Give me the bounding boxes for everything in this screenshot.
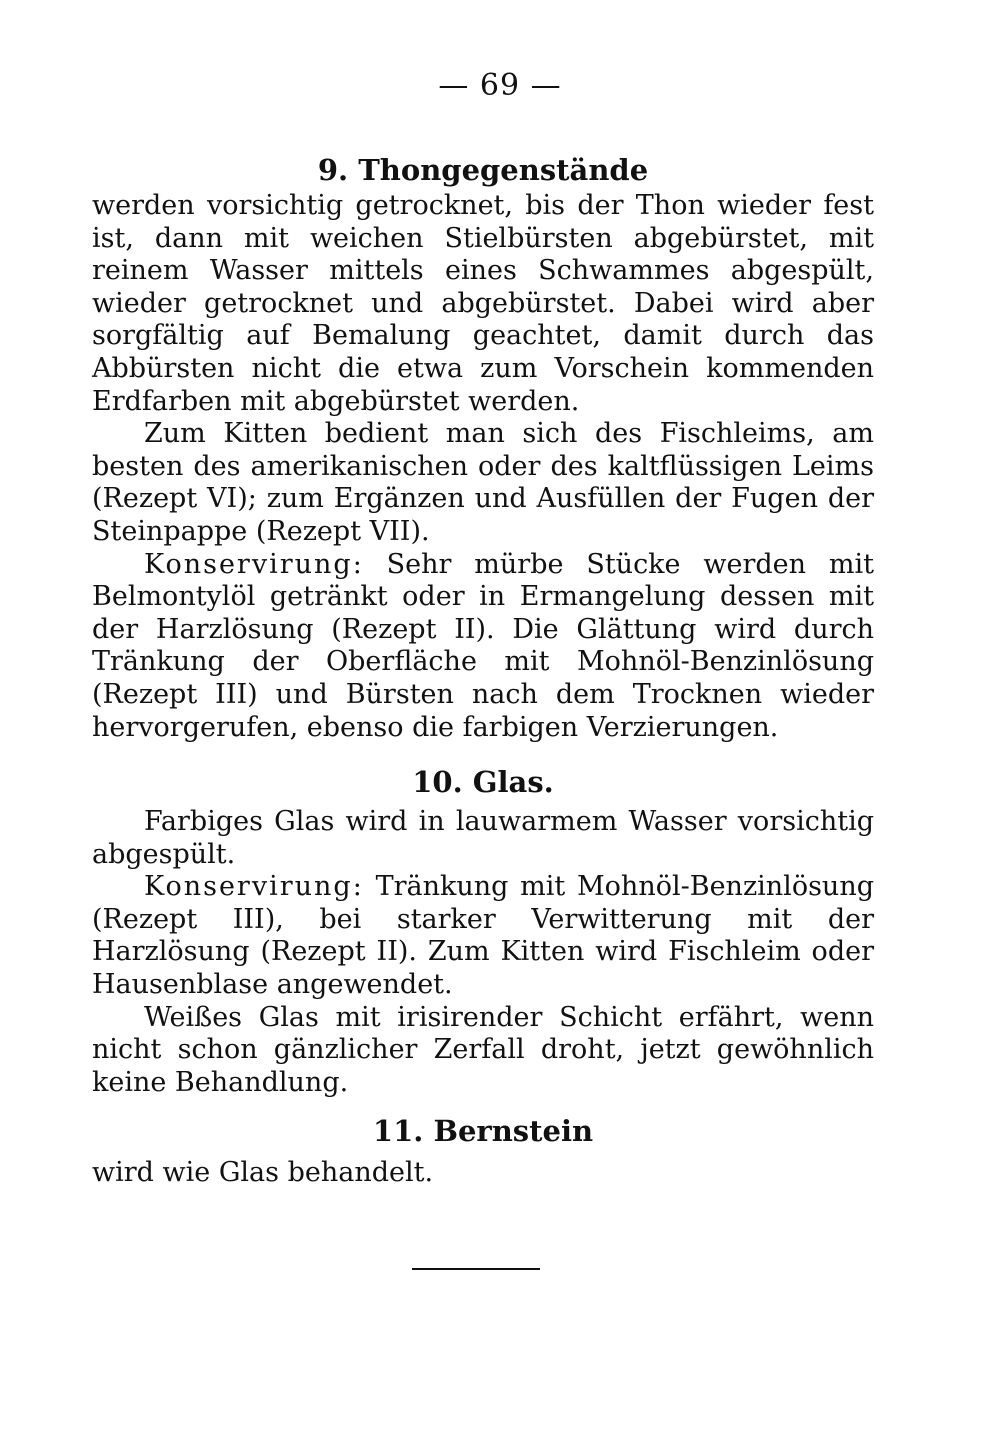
- section-heading-thongegenstaende: 9. Thongegenstände: [317, 153, 649, 187]
- paragraph-glas-weisses: Weißes Glas mit irisirender Schicht erfährt, wenn nicht schon gänzlicher Zerfall droht, jetzt gewöhnlich keine Behandlung.: [92, 1001, 874, 1098]
- konservirung-label: Konservirung:: [144, 871, 364, 903]
- page-number: — 69 —: [438, 68, 562, 103]
- paragraph-thon-konservirung: [92, 549, 874, 745]
- page-body: [92, 150, 874, 1190]
- konservirung-text: Tränkung mit Mohnöl-Benzinlösung (Rezept III), bei starker Verwitterung mit der Harzlösung (Rezept II). Zum Kitten wird Fischleim oder Hausenblase angewendet.: [92, 871, 874, 1001]
- paragraph-glas-konservirung: [92, 871, 874, 1001]
- section-glas: [92, 762, 874, 1099]
- section-bernstein: [92, 1111, 874, 1190]
- paragraph-thon-kitten: Zum Kitten bedient man sich des Fischleims, am besten des amerikanischen oder des kaltflüssigen Leims (Rezept VI); zum Ergänzen und Ausfüllen der Fugen der Steinpappe (Rezept VII).: [92, 418, 874, 547]
- section-heading-bernstein: 11. Bernstein: [372, 1114, 594, 1149]
- section-heading-glas: 10. Glas.: [412, 765, 554, 800]
- paragraph-bernstein: wird wie Glas behandelt.: [92, 1157, 434, 1189]
- konservirung-text: Sehr mürbe Stücke werden mit Belmontylöl getränkt oder in Ermangelung dessen mit der Harzlösung (Rezept II). Die Glättung wird durch Tränkung der Oberfläche mit Mohnöl-Benzinlösung (Rezept III) und Bürsten nach dem Trocknen wieder hervorgerufen, ebenso die farbigen Verzierungen.: [92, 548, 874, 743]
- closing-rule: [412, 1268, 540, 1270]
- konservirung-label: Konservirung:: [144, 548, 364, 580]
- paragraph-thon-cleaning: werden vorsichtig getrocknet, bis der Thon wieder fest ist, dann mit weichen Stielbürsten abgebürstet, mit reinem Wasser mittels eines Schwammes abgespült, wieder getrocknet und abgebürstet. Dabei wird aber sorgfältig auf Bemalung geachtet, damit durch das Abbürsten nicht die etwa zum Vorschein kommenden Erdfarben mit abgebürstet werden.: [92, 190, 874, 417]
- paragraph-glas-cleaning: Farbiges Glas wird in lauwarmem Wasser vorsichtig abgespült.: [92, 806, 874, 870]
- section-thongegenstaende: [92, 150, 874, 744]
